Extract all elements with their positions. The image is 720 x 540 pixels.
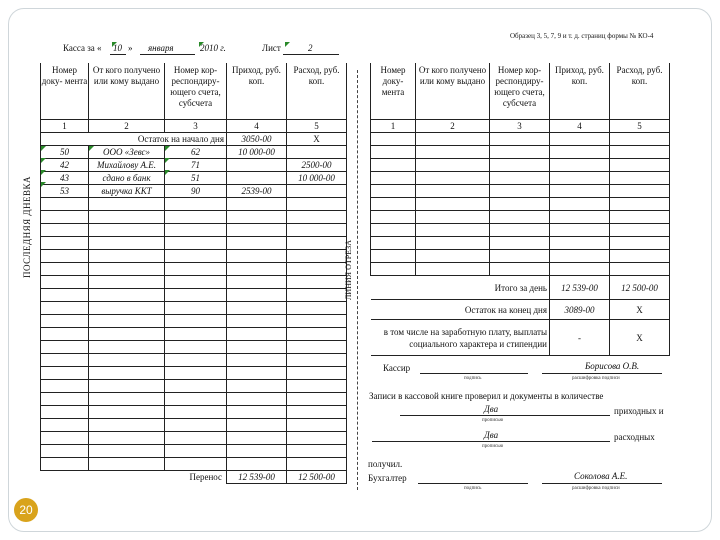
- col-income-header: Приход, руб. коп.: [550, 63, 610, 120]
- col-number: 2: [416, 120, 490, 133]
- count-incoming-suffix: приходных и: [614, 406, 664, 416]
- accountant-decode-caption: расшифровка подписи: [572, 486, 620, 491]
- cashier-decode-caption: расшифровка подписи: [572, 376, 620, 381]
- received-label: получил.: [368, 459, 403, 469]
- row-who: ООО «Зевс»: [89, 146, 165, 159]
- col-expense-header: Расход, руб. коп.: [610, 63, 670, 120]
- row-income: 10 000-00: [227, 146, 287, 159]
- form-note: Образец 3, 5, 7, 9 и т. д. страниц формы № КО-4: [510, 32, 654, 40]
- cell-marker: [165, 170, 170, 175]
- col-number: 5: [610, 120, 670, 133]
- cell-marker: [165, 158, 170, 163]
- cell-marker: [41, 158, 46, 163]
- count-outgoing: Два: [484, 430, 499, 440]
- table-row: [41, 185, 347, 198]
- accountant-label: Бухгалтер: [368, 473, 407, 483]
- list-underline: [283, 54, 339, 55]
- cell-marker: [41, 182, 46, 187]
- col-number: 4: [550, 120, 610, 133]
- col-income-header: Приход, руб. коп.: [227, 63, 287, 120]
- cell-marker: [41, 146, 46, 151]
- cut-line-label: ЛИНИЯ ОТРЕЗА: [344, 240, 353, 300]
- day-underline: [110, 54, 126, 55]
- row-expense: 2500-00: [287, 159, 347, 172]
- opening-balance-label: Остаток на начало дня: [41, 133, 227, 146]
- count-outgoing-suffix: расходных: [614, 432, 655, 442]
- vertical-label-left: ПОСЛЕДНЯЯ ДНЕВКА: [22, 175, 32, 278]
- row-account: 90: [165, 185, 227, 198]
- row-doc: 50: [41, 146, 89, 159]
- count-incoming: Два: [484, 404, 499, 414]
- opening-balance-expense: X: [287, 133, 347, 146]
- cashier-label: Кассир: [383, 363, 411, 373]
- salary-expense: X: [610, 320, 670, 356]
- left-cash-table: [40, 63, 347, 484]
- cell-marker: [285, 42, 290, 47]
- kassa-month: января: [148, 43, 174, 53]
- closing-balance-income: 3089-00: [550, 300, 610, 320]
- closing-balance-expense: X: [610, 300, 670, 320]
- kassa-day: 10: [113, 43, 122, 53]
- check-text: Записи в кассовой книге проверил и документы в количестве: [369, 391, 604, 401]
- col-account-header: Номер кор- респондиру- ющего счета, субсчета: [490, 63, 550, 120]
- month-underline: [140, 54, 195, 55]
- slide-number-badge: 20: [14, 498, 38, 522]
- kassa-day-close: »: [128, 43, 133, 53]
- totals-income: 12 539-00: [550, 276, 610, 300]
- col-doc-header: Номер доку- мента: [371, 63, 416, 120]
- count-outgoing-caption: прописью: [482, 444, 504, 449]
- salary-label: в том числе на заработную плату, выплаты социального характера и стипендии: [371, 320, 550, 356]
- table-row: [41, 159, 347, 172]
- row-income: [227, 172, 287, 185]
- col-number: 1: [371, 120, 416, 133]
- row-who: выручка ККТ: [89, 185, 165, 198]
- col-who-header: От кого получено или кому выдано: [89, 63, 165, 120]
- row-income: [227, 159, 287, 172]
- cashier-sig-caption: подпись: [464, 376, 482, 381]
- closing-balance-label: Остаток на конец дня: [371, 300, 550, 320]
- totals-label: Итого за день: [371, 276, 550, 300]
- cashier-name: Борисова О.В.: [585, 361, 640, 371]
- accountant-sig-caption: подпись: [464, 486, 482, 491]
- cashier-name-line: [542, 373, 662, 374]
- count-incoming-caption: прописью: [482, 418, 504, 423]
- right-cash-table: [370, 63, 670, 356]
- table-row: [41, 172, 347, 185]
- row-expense: [287, 185, 347, 198]
- list-label: Лист: [262, 43, 281, 53]
- cell-marker: [165, 146, 170, 151]
- accountant-name-line: [542, 483, 662, 484]
- col-number: 2: [89, 120, 165, 133]
- perenos-label: Перенос: [41, 471, 227, 484]
- row-doc: 53: [41, 185, 89, 198]
- count-outgoing-line: [372, 441, 610, 442]
- row-who: Михайлову А.Е.: [89, 159, 165, 172]
- perenos-expense: 12 500-00: [287, 471, 347, 484]
- row-account: 71: [165, 159, 227, 172]
- opening-balance-income: 3050-00: [227, 133, 287, 146]
- perenos-income: 12 539-00: [227, 471, 287, 484]
- kassa-year: 2010 г.: [200, 43, 226, 53]
- row-who: сдано в банк: [89, 172, 165, 185]
- kassa-label: Касса за «: [63, 43, 102, 53]
- row-expense: [287, 146, 347, 159]
- col-number: 5: [287, 120, 347, 133]
- cashier-sign-line: [420, 373, 528, 374]
- cut-line: [357, 70, 358, 490]
- col-expense-header: Расход, руб. коп.: [287, 63, 347, 120]
- col-number: 3: [490, 120, 550, 133]
- col-number: 3: [165, 120, 227, 133]
- count-incoming-line: [400, 415, 610, 416]
- salary-income: -: [550, 320, 610, 356]
- col-number: 1: [41, 120, 89, 133]
- row-income: 2539-00: [227, 185, 287, 198]
- totals-expense: 12 500-00: [610, 276, 670, 300]
- table-row: [41, 146, 347, 159]
- row-account: 51: [165, 172, 227, 185]
- cell-marker: [199, 42, 204, 47]
- accountant-name: Соколова А.Е.: [574, 471, 628, 481]
- list-number: 2: [308, 43, 313, 53]
- col-account-header: Номер кор- респондиру- ющего счета, субсчета: [165, 63, 227, 120]
- col-number: 4: [227, 120, 287, 133]
- cell-marker: [112, 42, 117, 47]
- col-doc-header: Номер доку- мента: [41, 63, 89, 120]
- cell-marker: [89, 146, 94, 151]
- row-expense: 10 000-00: [287, 172, 347, 185]
- cell-marker: [41, 170, 46, 175]
- col-who-header: От кого получено или кому выдано: [416, 63, 490, 120]
- row-doc: 42: [41, 159, 89, 172]
- row-account: 62: [165, 146, 227, 159]
- row-doc: 43: [41, 172, 89, 185]
- accountant-sign-line: [418, 483, 528, 484]
